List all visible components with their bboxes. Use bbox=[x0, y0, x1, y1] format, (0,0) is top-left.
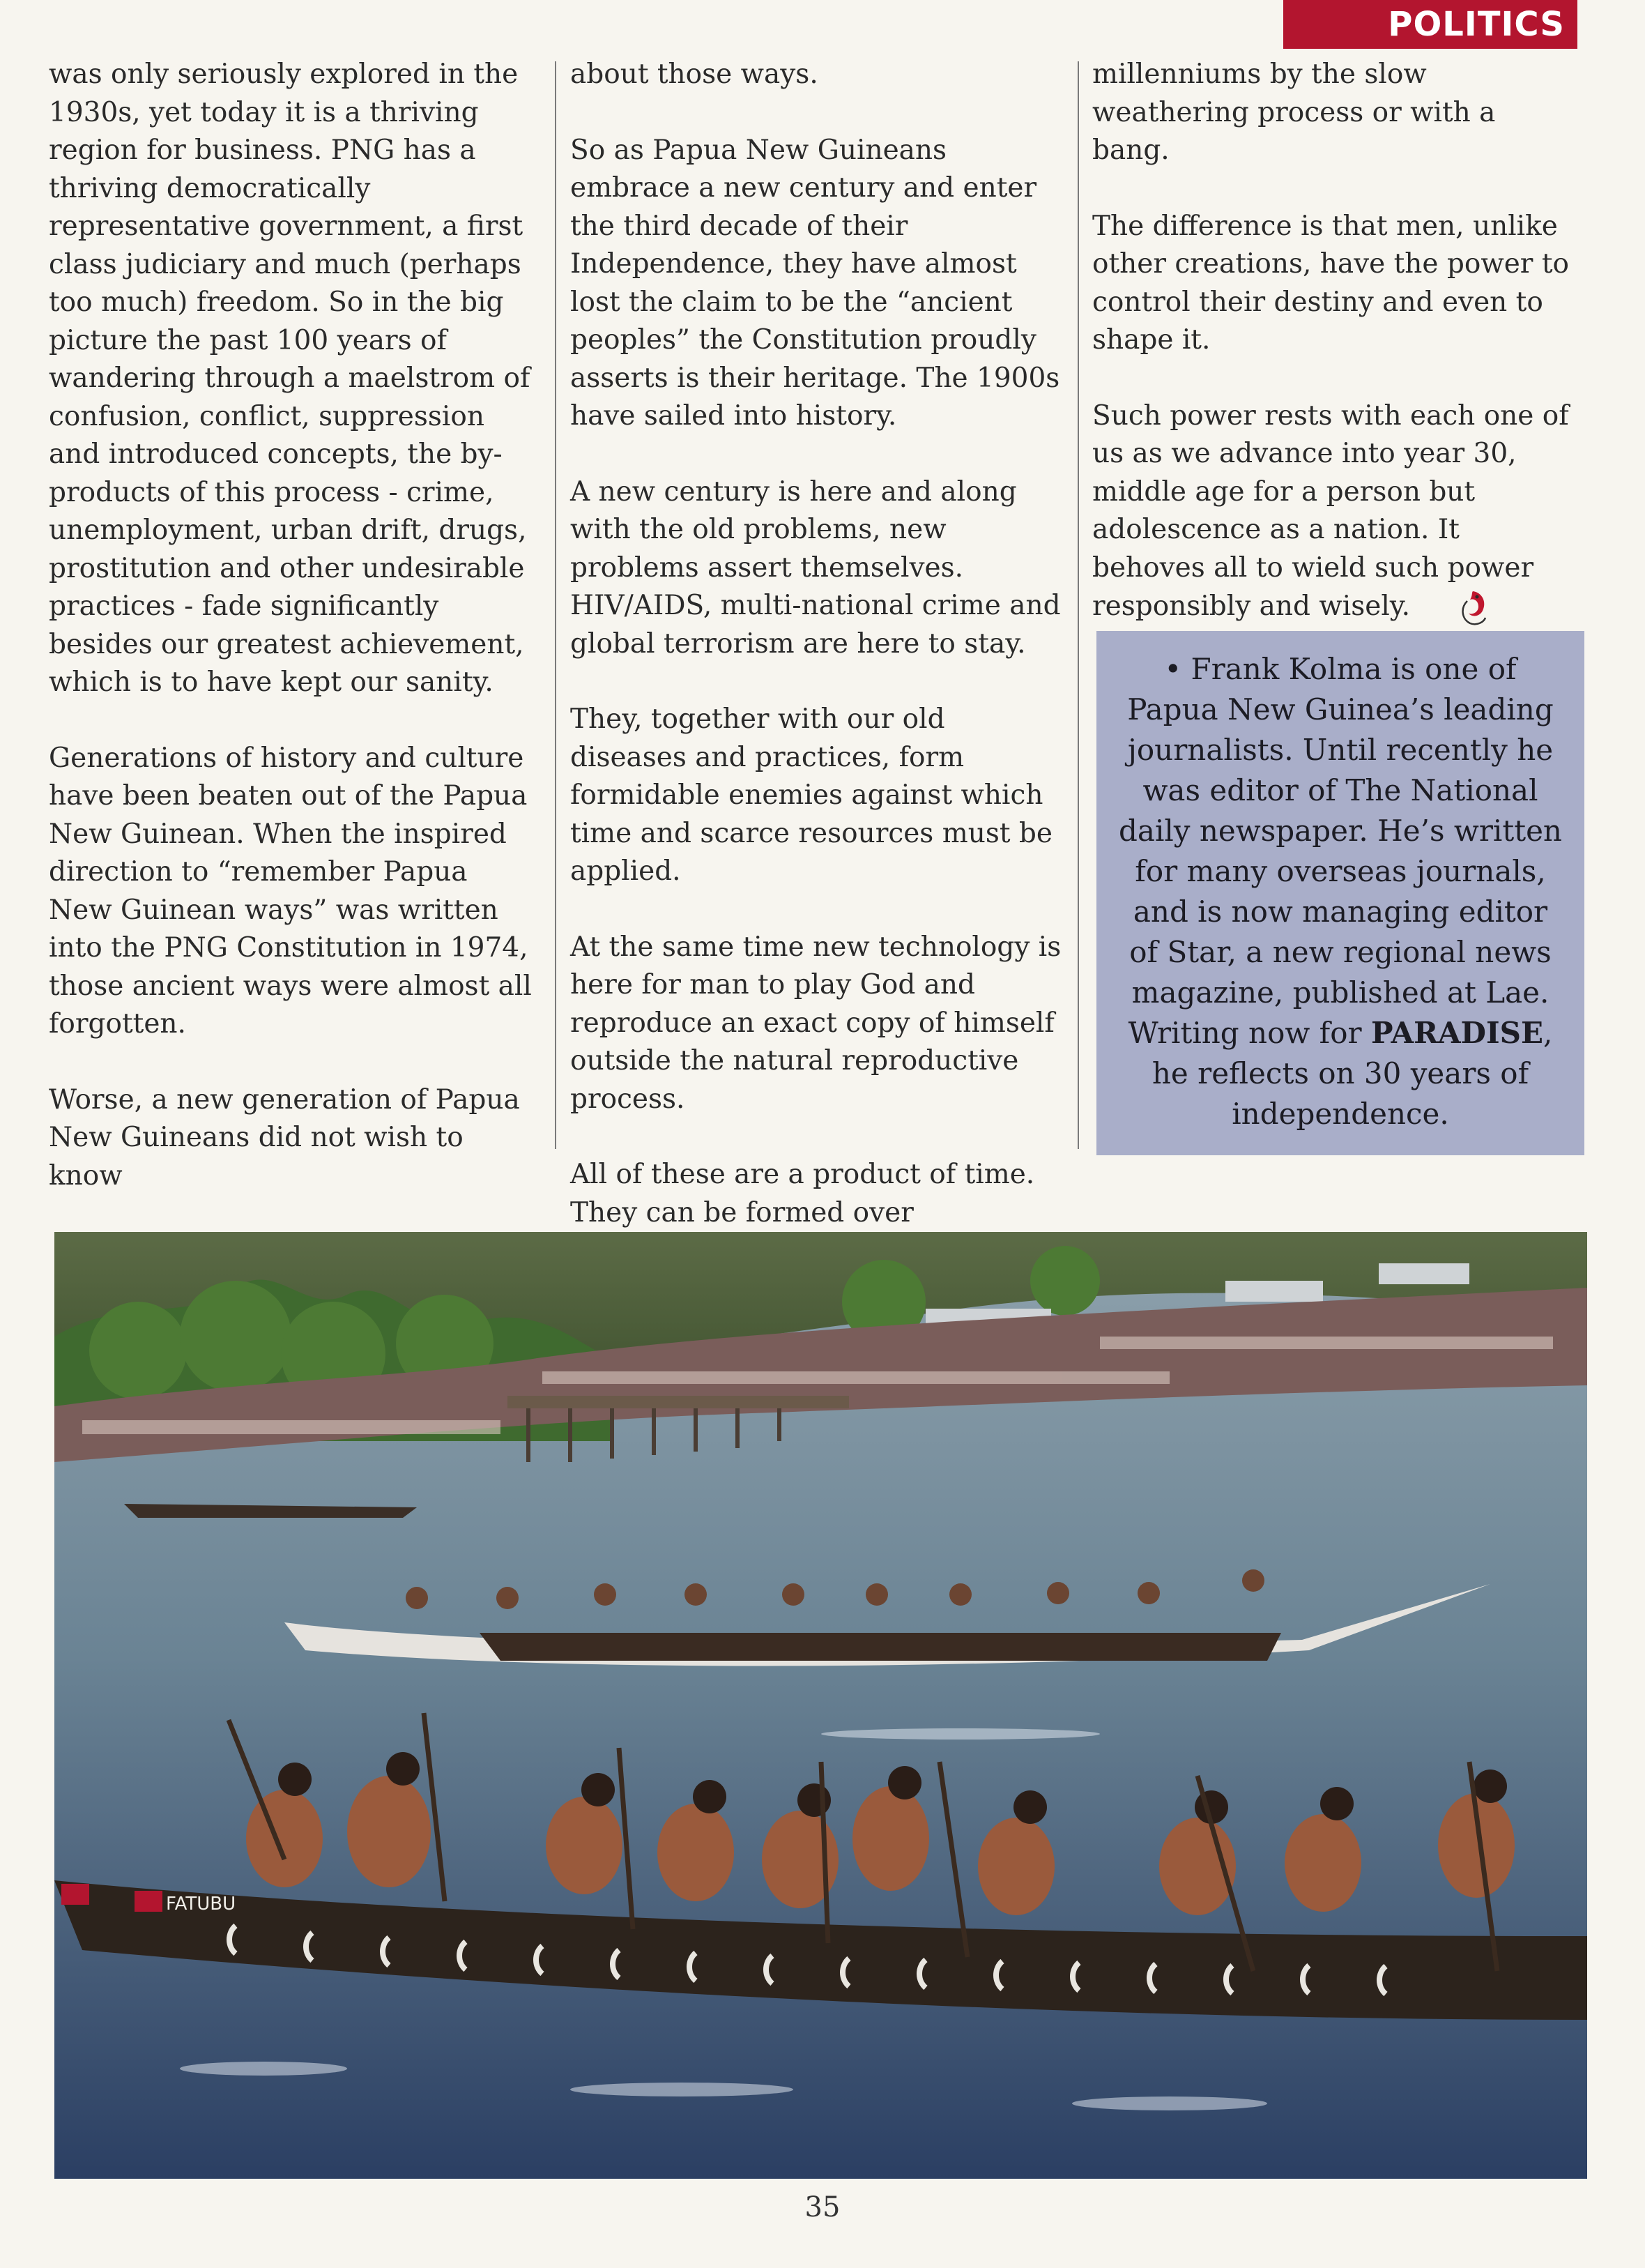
magazine-name: PARADISE bbox=[1370, 1016, 1543, 1050]
column-divider bbox=[1078, 61, 1079, 1149]
paragraph: At the same time new technology is here for man to play God and reproduce an exact copy of himself outside the natural reproductive process. bbox=[570, 931, 1062, 1115]
paragraph: All of these are a product of time. They can be formed over bbox=[570, 1159, 1035, 1228]
paragraph-last bbox=[1092, 397, 1580, 630]
section-tag: POLITICS bbox=[1283, 0, 1577, 49]
article-column-2 bbox=[570, 56, 1069, 1270]
paragraph: was only seriously explored in the 1930s, yet today it is a thriving region for business. PNG has a thriving democratically representative government, a first class judiciary and much (perhaps too much) freedom. So in the big picture the past 100 years of wandering through a maelstrom of confusion, conflict, suppression and introduced concepts, the by-products of this process - crime, unemployment, urban drift, drugs, prostitution and other undesirable practices - fade significantly besides our greatest achievement, which is to have kept our sanity. bbox=[49, 59, 530, 698]
author-bio-box bbox=[1096, 631, 1584, 1155]
author-bio: • Frank Kolma is one of Papua New Guinea’s leading journalists. Until recently he was editor of The National daily newspaper. He’s written for many overseas journals, and is now managing editor of Star, a new regional news magazine, published at Lae. Writing now for PARADISE, he reflects on 30 years of independence. bbox=[1119, 652, 1562, 1131]
column-divider bbox=[555, 61, 556, 1149]
canoe-race-photo bbox=[54, 1232, 1587, 2179]
bird-of-paradise-end-icon bbox=[1452, 587, 1494, 629]
paragraph: A new century is here and along with the old problems, new problems assert themselves. HIV/AIDS, multi-national crime and global terrorism are here to stay. bbox=[570, 475, 1061, 660]
paragraph: millenniums by the slow weathering process or with a bang. bbox=[1092, 59, 1496, 166]
paragraph: They, together with our old diseases and practices, form formidable enemies against which time and scarce resources must be applied. bbox=[570, 703, 1053, 887]
page-number: 35 bbox=[804, 2191, 841, 2223]
paragraph: Generations of history and culture have been beaten out of the Papua New Guinean. When the inspired direction to “remember Papua New Guinean ways” was written into the PNG Constitution in 1974, those ancient ways were almost all forgotten. bbox=[49, 742, 532, 1040]
paragraph: Worse, a new generation of Papua New Guineans did not wish to know bbox=[49, 1083, 520, 1192]
paragraph-text: Such power rests with each one of us as we advance into year 30, middle age for a person but adolescence as a nation. It behoves all to wield such power responsibly and wisely. bbox=[1092, 399, 1569, 622]
article-column-1 bbox=[49, 56, 537, 1233]
paragraph: So as Papua New Guineans embrace a new century and enter the third decade of their Independence, they have almost lost the claim to be the “ancient peoples” the Constitution proudly asserts is their heritage. The 1900s have sailed into history. bbox=[570, 134, 1060, 432]
article-column-3 bbox=[1092, 56, 1580, 667]
paragraph: The difference is that men, unlike other creations, have the power to control their destiny and even to shape it. bbox=[1092, 210, 1570, 356]
paragraph: about those ways. bbox=[570, 59, 818, 90]
canoe-name-label: FATUBU bbox=[166, 1894, 236, 1915]
